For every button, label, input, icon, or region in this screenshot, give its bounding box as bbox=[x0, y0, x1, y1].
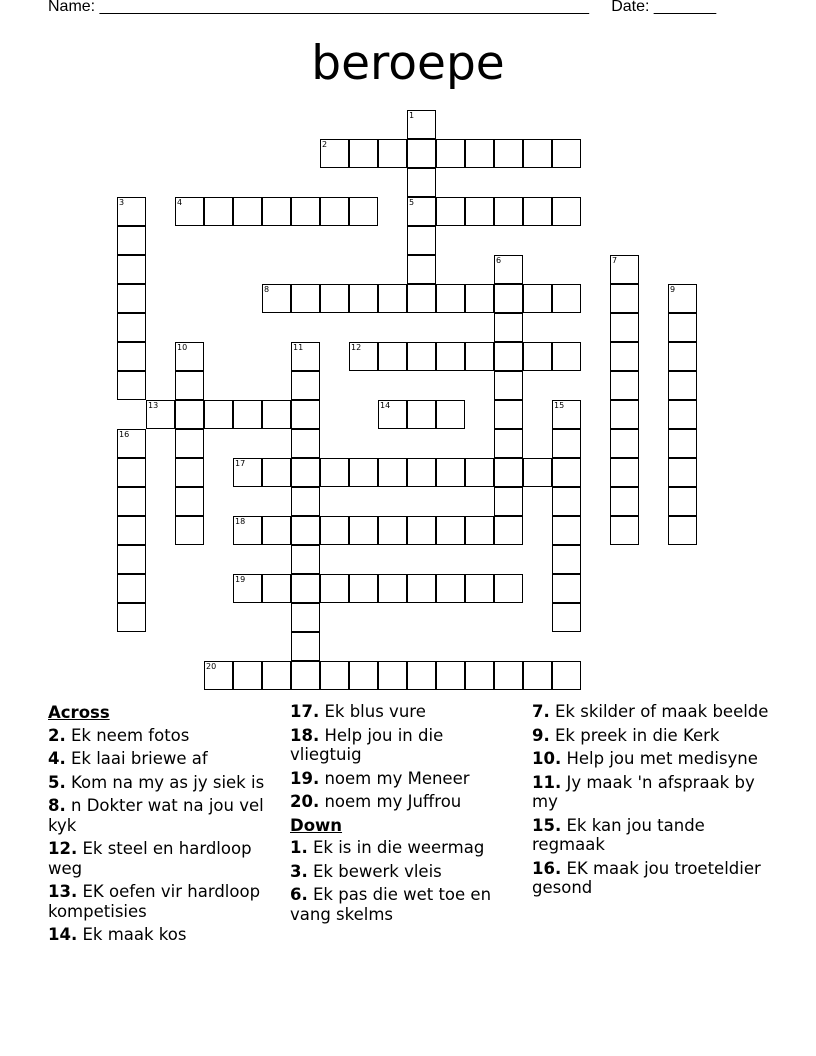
crossword-cell[interactable] bbox=[262, 284, 291, 313]
clue-item-text: Kom na my as jy siek is bbox=[65, 772, 265, 792]
crossword-cell[interactable] bbox=[668, 400, 697, 429]
crossword-cell[interactable] bbox=[320, 197, 349, 226]
down-heading: Down bbox=[290, 815, 343, 835]
crossword-cell[interactable] bbox=[262, 458, 291, 487]
crossword-cell[interactable] bbox=[523, 284, 552, 313]
crossword-cell[interactable] bbox=[233, 458, 262, 487]
clue-column-3 bbox=[532, 702, 772, 902]
crossword-cell[interactable] bbox=[175, 487, 204, 516]
clue-number: 4 bbox=[177, 198, 183, 207]
clue-item-number: 7. bbox=[532, 702, 550, 721]
crossword-cell[interactable] bbox=[407, 110, 436, 139]
crossword-cell[interactable] bbox=[349, 284, 378, 313]
crossword-cell[interactable] bbox=[291, 574, 320, 603]
crossword-cell[interactable] bbox=[117, 458, 146, 487]
crossword-cell[interactable] bbox=[436, 574, 465, 603]
crossword-cell[interactable] bbox=[610, 313, 639, 342]
across-heading: Across bbox=[48, 703, 110, 722]
clue-item-number: 6. bbox=[290, 885, 308, 904]
crossword-cell[interactable] bbox=[494, 284, 523, 313]
clue-item-number: 15. bbox=[532, 815, 562, 835]
crossword-cell[interactable] bbox=[465, 284, 494, 313]
crossword-cell[interactable] bbox=[552, 661, 581, 690]
crossword-cell[interactable] bbox=[407, 139, 436, 168]
crossword-cell[interactable] bbox=[262, 661, 291, 690]
crossword-cell[interactable] bbox=[523, 197, 552, 226]
crossword-cell[interactable] bbox=[465, 661, 494, 690]
crossword-cell[interactable] bbox=[349, 342, 378, 371]
clue-number: 2 bbox=[322, 140, 328, 149]
crossword-cell[interactable] bbox=[552, 429, 581, 458]
across-clue-list bbox=[48, 726, 278, 945]
crossword-cell[interactable] bbox=[552, 458, 581, 487]
crossword-cell[interactable] bbox=[320, 574, 349, 603]
clue-item bbox=[48, 796, 278, 835]
crossword-cell[interactable] bbox=[233, 400, 262, 429]
crossword-cell[interactable] bbox=[378, 516, 407, 545]
clue-item bbox=[290, 769, 515, 789]
crossword-cell[interactable] bbox=[668, 313, 697, 342]
crossword-cell[interactable] bbox=[465, 516, 494, 545]
clue-item-number: 18. bbox=[290, 725, 320, 745]
crossword-cell[interactable] bbox=[117, 342, 146, 371]
crossword-cell[interactable] bbox=[610, 487, 639, 516]
crossword-cell[interactable] bbox=[291, 545, 320, 574]
crossword-cell[interactable] bbox=[523, 458, 552, 487]
crossword-cell[interactable] bbox=[552, 603, 581, 632]
clue-number: 14 bbox=[380, 401, 391, 410]
crossword-cell[interactable] bbox=[552, 284, 581, 313]
crossword-cell[interactable] bbox=[378, 458, 407, 487]
clue-item-number: 3. bbox=[290, 861, 308, 881]
crossword-cell[interactable] bbox=[668, 487, 697, 516]
crossword-cell[interactable] bbox=[668, 516, 697, 545]
clue-item bbox=[290, 862, 515, 882]
crossword-cell[interactable] bbox=[175, 458, 204, 487]
clue-number: 8 bbox=[264, 285, 270, 294]
clue-number: 18 bbox=[235, 517, 246, 526]
clue-item bbox=[48, 925, 278, 945]
crossword-cell[interactable] bbox=[494, 429, 523, 458]
clue-item-text: n Dokter wat na jou vel kyk bbox=[48, 796, 264, 835]
crossword-cell[interactable] bbox=[494, 487, 523, 516]
clue-number: 7 bbox=[612, 256, 618, 265]
crossword-cell[interactable] bbox=[465, 139, 494, 168]
clue-number: 1 bbox=[409, 111, 415, 120]
crossword-cell[interactable] bbox=[436, 661, 465, 690]
clue-number: 12 bbox=[351, 343, 362, 352]
clue-item-number: 17. bbox=[290, 702, 320, 721]
crossword-cell[interactable] bbox=[494, 371, 523, 400]
crossword-cell[interactable] bbox=[291, 458, 320, 487]
crossword-cell[interactable] bbox=[494, 139, 523, 168]
clue-number: 13 bbox=[148, 401, 159, 410]
crossword-cell[interactable] bbox=[523, 342, 552, 371]
across-clue-list-continued bbox=[290, 702, 515, 812]
crossword-cell[interactable] bbox=[233, 574, 262, 603]
crossword-cell[interactable] bbox=[204, 661, 233, 690]
clue-item-number: 1. bbox=[290, 838, 308, 857]
clue-item-number: 12. bbox=[48, 839, 78, 858]
crossword-cell[interactable] bbox=[117, 284, 146, 313]
crossword-cell[interactable] bbox=[378, 342, 407, 371]
down-clue-list-continued bbox=[532, 702, 772, 898]
clue-item bbox=[532, 773, 772, 812]
crossword-cell[interactable] bbox=[494, 458, 523, 487]
clue-number: 10 bbox=[177, 343, 188, 352]
crossword-cell[interactable] bbox=[291, 632, 320, 661]
down-clue-list bbox=[290, 838, 515, 924]
crossword-cell[interactable] bbox=[262, 197, 291, 226]
clue-item bbox=[48, 726, 278, 746]
crossword-cell[interactable] bbox=[552, 574, 581, 603]
clue-item-number: 14. bbox=[48, 925, 78, 944]
crossword-cell[interactable] bbox=[117, 255, 146, 284]
crossword-cell[interactable] bbox=[494, 516, 523, 545]
crossword-cell[interactable] bbox=[494, 574, 523, 603]
clue-item-text: Jy maak 'n afspraak by my bbox=[532, 772, 755, 811]
crossword-cell[interactable] bbox=[494, 197, 523, 226]
crossword-cell[interactable] bbox=[668, 371, 697, 400]
crossword-cell[interactable] bbox=[436, 400, 465, 429]
clue-item-text: noem my Meneer bbox=[319, 768, 470, 788]
crossword-cell[interactable] bbox=[117, 516, 146, 545]
crossword-cell[interactable] bbox=[668, 284, 697, 313]
crossword-cell[interactable] bbox=[552, 197, 581, 226]
crossword-cell[interactable] bbox=[378, 284, 407, 313]
crossword-cell[interactable] bbox=[117, 226, 146, 255]
clue-item-number: 8. bbox=[48, 796, 66, 815]
clue-number: 11 bbox=[293, 343, 304, 352]
clue-item bbox=[290, 838, 515, 858]
crossword-cell[interactable] bbox=[494, 661, 523, 690]
clue-item-text: Ek kan jou tande regmaak bbox=[532, 815, 705, 854]
clue-number: 20 bbox=[206, 662, 217, 671]
crossword-cell[interactable] bbox=[552, 400, 581, 429]
clue-item-text: Help jou met medisyne bbox=[561, 749, 758, 768]
crossword-cell[interactable] bbox=[291, 603, 320, 632]
clue-item bbox=[532, 749, 772, 769]
crossword-cell[interactable] bbox=[523, 661, 552, 690]
crossword-cell[interactable] bbox=[175, 197, 204, 226]
crossword-cell[interactable] bbox=[117, 371, 146, 400]
crossword-cell[interactable] bbox=[291, 197, 320, 226]
crossword-cell[interactable] bbox=[407, 168, 436, 197]
crossword-cell[interactable] bbox=[378, 400, 407, 429]
clue-item-text: EK oefen vir hardloop kompetisies bbox=[48, 882, 261, 921]
crossword-cell[interactable] bbox=[436, 139, 465, 168]
clue-item-number: 11. bbox=[532, 772, 562, 792]
crossword-cell[interactable] bbox=[349, 139, 378, 168]
crossword-cell[interactable] bbox=[407, 255, 436, 284]
crossword-cell[interactable] bbox=[291, 429, 320, 458]
crossword-cell[interactable] bbox=[349, 661, 378, 690]
clue-item-number: 10. bbox=[532, 749, 562, 768]
clue-item-number: 5. bbox=[48, 772, 66, 792]
clue-item-number: 16. bbox=[532, 858, 562, 878]
crossword-cell[interactable] bbox=[436, 284, 465, 313]
clue-item bbox=[48, 773, 278, 793]
crossword-cell[interactable] bbox=[117, 603, 146, 632]
crossword-cell[interactable] bbox=[407, 574, 436, 603]
crossword-cell[interactable] bbox=[175, 371, 204, 400]
clue-item-text: Ek pas die wet toe en vang skelms bbox=[290, 885, 492, 924]
crossword-cell[interactable] bbox=[349, 458, 378, 487]
clue-item bbox=[48, 882, 278, 921]
crossword-cell[interactable] bbox=[552, 139, 581, 168]
crossword-cell[interactable] bbox=[204, 400, 233, 429]
crossword-cell[interactable] bbox=[407, 400, 436, 429]
crossword-cell[interactable] bbox=[610, 371, 639, 400]
crossword-cell[interactable] bbox=[291, 487, 320, 516]
crossword-cell[interactable] bbox=[552, 487, 581, 516]
clue-number: 17 bbox=[235, 459, 246, 468]
crossword-cell[interactable] bbox=[320, 516, 349, 545]
crossword-cell[interactable] bbox=[552, 516, 581, 545]
crossword-cell[interactable] bbox=[668, 342, 697, 371]
crossword-cell[interactable] bbox=[262, 400, 291, 429]
clue-item-text: Ek laai briewe af bbox=[65, 749, 208, 768]
clue-item bbox=[532, 859, 772, 898]
crossword-cell[interactable] bbox=[523, 139, 552, 168]
crossword-cell[interactable] bbox=[320, 458, 349, 487]
crossword-cell[interactable] bbox=[552, 545, 581, 574]
crossword-cell[interactable] bbox=[117, 574, 146, 603]
clue-item-text: Ek preek in die Kerk bbox=[549, 725, 720, 745]
crossword-cell[interactable] bbox=[233, 516, 262, 545]
clue-item-text: Ek steel en hardloop weg bbox=[48, 839, 252, 878]
clue-item-number: 13. bbox=[48, 882, 78, 901]
crossword-cell[interactable] bbox=[262, 574, 291, 603]
crossword-cell[interactable] bbox=[436, 458, 465, 487]
crossword-cell[interactable] bbox=[320, 139, 349, 168]
crossword-cell[interactable] bbox=[117, 487, 146, 516]
clue-number: 3 bbox=[119, 198, 125, 207]
crossword-cell[interactable] bbox=[175, 429, 204, 458]
name-date-line: Name: _______________________________________________________ Date: _______ bbox=[48, 0, 717, 15]
crossword-cell[interactable] bbox=[407, 284, 436, 313]
crossword-cell[interactable] bbox=[610, 342, 639, 371]
clue-item bbox=[48, 839, 278, 878]
clue-item-text: Ek blus vure bbox=[319, 702, 426, 721]
clue-item bbox=[290, 792, 515, 812]
clue-item-text: noem my Juffrou bbox=[319, 792, 462, 811]
crossword-cell[interactable] bbox=[291, 516, 320, 545]
crossword-cell[interactable] bbox=[117, 429, 146, 458]
crossword-cell[interactable] bbox=[552, 342, 581, 371]
clue-item-number: 2. bbox=[48, 725, 66, 745]
crossword-cell[interactable] bbox=[291, 342, 320, 371]
crossword-cell[interactable] bbox=[465, 342, 494, 371]
crossword-cell[interactable] bbox=[668, 429, 697, 458]
clue-item-text: Ek skilder of maak beelde bbox=[549, 702, 769, 721]
clue-item bbox=[532, 726, 772, 746]
crossword-cell[interactable] bbox=[146, 400, 175, 429]
crossword-cell[interactable] bbox=[349, 197, 378, 226]
crossword-cell[interactable] bbox=[465, 574, 494, 603]
clue-item-text: EK maak jou troeteldier gesond bbox=[532, 858, 761, 897]
crossword-cell[interactable] bbox=[204, 197, 233, 226]
crossword-cell[interactable] bbox=[378, 574, 407, 603]
clue-item-number: 19. bbox=[290, 768, 320, 788]
crossword-cell[interactable] bbox=[349, 574, 378, 603]
clue-item-text: Help jou in die vliegtuig bbox=[290, 725, 444, 764]
crossword-cell[interactable] bbox=[465, 197, 494, 226]
clue-item bbox=[532, 702, 772, 722]
clue-item-text: Ek bewerk vleis bbox=[307, 861, 442, 881]
crossword-cell[interactable] bbox=[465, 458, 494, 487]
crossword-cell[interactable] bbox=[494, 400, 523, 429]
crossword-cell[interactable] bbox=[494, 342, 523, 371]
clue-item-text: Ek is in die weermag bbox=[307, 838, 485, 857]
crossword-cell[interactable] bbox=[117, 197, 146, 226]
clue-item bbox=[532, 816, 772, 855]
crossword-cell[interactable] bbox=[610, 284, 639, 313]
crossword-cell[interactable] bbox=[610, 516, 639, 545]
crossword-cell[interactable] bbox=[494, 255, 523, 284]
crossword-cell[interactable] bbox=[117, 545, 146, 574]
crossword-cell[interactable] bbox=[291, 371, 320, 400]
crossword-cell[interactable] bbox=[291, 284, 320, 313]
crossword-cell[interactable] bbox=[378, 661, 407, 690]
crossword-cell[interactable] bbox=[378, 139, 407, 168]
crossword-cell[interactable] bbox=[407, 458, 436, 487]
crossword-cell[interactable] bbox=[494, 313, 523, 342]
crossword-cell[interactable] bbox=[291, 661, 320, 690]
crossword-cell[interactable] bbox=[233, 197, 262, 226]
clue-item-text: Ek maak kos bbox=[77, 925, 187, 944]
crossword-cell[interactable] bbox=[610, 429, 639, 458]
crossword-cell[interactable] bbox=[407, 661, 436, 690]
crossword-cell[interactable] bbox=[610, 458, 639, 487]
clue-item-text: Ek neem fotos bbox=[65, 725, 190, 745]
crossword-cell[interactable] bbox=[349, 516, 378, 545]
clue-number: 16 bbox=[119, 430, 130, 439]
crossword-cell[interactable] bbox=[262, 516, 291, 545]
crossword-cell[interactable] bbox=[668, 458, 697, 487]
crossword-cell[interactable] bbox=[436, 197, 465, 226]
clue-item bbox=[48, 749, 278, 769]
clue-item-number: 9. bbox=[532, 725, 550, 745]
clue-number: 5 bbox=[409, 198, 415, 207]
clue-number: 15 bbox=[554, 401, 565, 410]
crossword-cell[interactable] bbox=[407, 226, 436, 255]
crossword-cell[interactable] bbox=[610, 400, 639, 429]
page-title: beroepe bbox=[311, 36, 505, 91]
crossword-cell[interactable] bbox=[175, 516, 204, 545]
crossword-cell[interactable] bbox=[407, 342, 436, 371]
crossword-cell[interactable] bbox=[117, 313, 146, 342]
crossword-cell[interactable] bbox=[291, 400, 320, 429]
clue-number: 6 bbox=[496, 256, 502, 265]
clue-item bbox=[290, 702, 515, 722]
clue-item-number: 4. bbox=[48, 749, 66, 768]
crossword-cell[interactable] bbox=[233, 661, 262, 690]
clue-number: 9 bbox=[670, 285, 676, 294]
clue-column-2 bbox=[290, 702, 515, 928]
crossword-cell[interactable] bbox=[320, 661, 349, 690]
clue-item bbox=[290, 726, 515, 765]
crossword-cell[interactable] bbox=[407, 516, 436, 545]
crossword-cell[interactable] bbox=[175, 342, 204, 371]
crossword-cell[interactable] bbox=[610, 255, 639, 284]
crossword-cell[interactable] bbox=[436, 342, 465, 371]
clue-number: 19 bbox=[235, 575, 246, 584]
clue-item-number: 20. bbox=[290, 792, 320, 811]
clue-column-1 bbox=[48, 702, 278, 949]
crossword-cell[interactable] bbox=[320, 284, 349, 313]
crossword-cell[interactable] bbox=[175, 400, 204, 429]
crossword-cell[interactable] bbox=[436, 516, 465, 545]
crossword-cell[interactable] bbox=[407, 197, 436, 226]
clue-item bbox=[290, 885, 515, 924]
